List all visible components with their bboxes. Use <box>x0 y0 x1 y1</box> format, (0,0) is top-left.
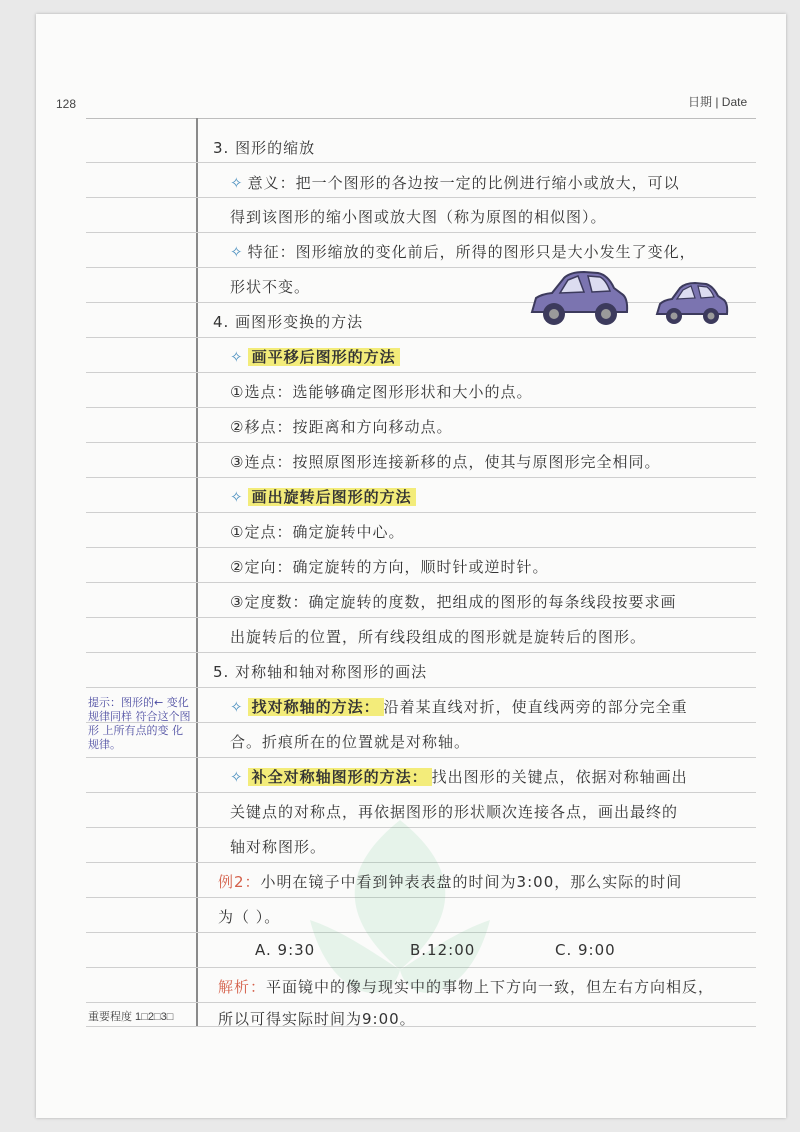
s3-feature-line-2: 形状不变。 <box>230 278 311 296</box>
example-line-1 <box>218 871 682 892</box>
s3-feature-text-1: 特征：图形缩放的变化前后，所得的图形只是大小发生了变化， <box>247 243 696 261</box>
s4-translate-step-1: ①选点：选能够确定图形形状和大小的点。 <box>230 383 533 401</box>
s5-fill-line-3: 轴对称图形。 <box>230 838 327 856</box>
s4-translate-heading <box>230 346 400 367</box>
s4-rotate-step-1: ①定点：确定旋转中心。 <box>230 523 405 541</box>
section-5-title: 5. 对称轴和轴对称图形的画法 <box>213 663 428 681</box>
ruled-line <box>86 617 756 618</box>
ruled-line <box>86 757 756 758</box>
s4-translate-step-2: ②移点：按距离和方向移动点。 <box>230 418 453 436</box>
ruled-line <box>86 652 756 653</box>
star-outline-icon: ✧ <box>230 348 244 366</box>
s3-meaning-line-1 <box>230 172 680 193</box>
ruled-line <box>86 407 756 408</box>
option-a: A. 9:30 <box>255 941 316 959</box>
star-outline-icon: ✧ <box>230 698 244 716</box>
example-label: 例2： <box>218 873 261 891</box>
s5-fill-line-1 <box>230 766 688 787</box>
ruled-line <box>86 162 756 163</box>
s3-meaning-text-1: 意义：把一个图形的各边按一定的比例进行缩小或放大，可以 <box>247 174 680 192</box>
ruled-line <box>86 442 756 443</box>
s4-translate-step-3: ③连点：按照原图形连接新移的点，使其与原图形完全相同。 <box>230 453 661 471</box>
answer-label: 解析： <box>218 978 267 996</box>
star-outline-icon: ✧ <box>230 243 244 261</box>
car-icon <box>654 280 730 330</box>
s5-axis-heading-text: 找对称轴的方法： <box>248 698 384 716</box>
s4-rotate-step-2: ②定向：确定旋转的方向，顺时针或逆时针。 <box>230 558 549 576</box>
ruled-line <box>86 337 756 338</box>
star-outline-icon: ✧ <box>230 768 244 786</box>
star-outline-icon: ✧ <box>230 174 244 192</box>
s4-rotate-step-3a: ③定度数：确定旋转的度数，把组成的图形的每条线段按要求画 <box>230 593 677 611</box>
ruled-line <box>86 197 756 198</box>
ruled-line <box>86 582 756 583</box>
s5-axis-text-1: 沿着某直线对折，使直线两旁的部分完全重 <box>383 698 688 716</box>
s5-fill-line-2: 关键点的对称点，再依据图形的形状顺次连接各点，画出最终的 <box>230 803 679 821</box>
section-3-title: 3. 图形的缩放 <box>213 139 316 157</box>
answer-line-1 <box>218 976 714 997</box>
example-line-2: 为（ ）。 <box>218 908 281 926</box>
s3-meaning-line-2: 得到该图形的缩小图或放大图（称为原图的相似图）。 <box>230 208 607 226</box>
car-icon <box>528 268 630 332</box>
ruled-line <box>86 512 756 513</box>
s3-feature-line-1 <box>230 241 696 262</box>
ruled-line <box>86 792 756 793</box>
importance-level: 重要程度 1□2□3□ <box>88 1011 174 1023</box>
s5-axis-line-2: 合。折痕所在的位置就是对称轴。 <box>230 733 471 751</box>
s5-axis-line-1 <box>230 696 688 717</box>
ruled-line <box>86 687 756 688</box>
s4-translate-heading-text: 画平移后图形的方法 <box>248 348 400 366</box>
option-c: C. 9:00 <box>555 941 616 959</box>
ruled-line <box>86 477 756 478</box>
section-4-title: 4. 画图形变换的方法 <box>213 313 364 331</box>
ruled-line <box>86 547 756 548</box>
margin-line <box>196 118 198 1026</box>
s5-fill-text-1: 找出图形的关键点，依据对称轴画出 <box>431 768 688 786</box>
ruled-line <box>86 267 756 268</box>
page-number: 128 <box>56 97 77 111</box>
margin-note: 提示：图形的← 变化规律同样 符合这个图形 上所有点的变 化规律。 <box>88 696 191 751</box>
s4-rotate-heading-text: 画出旋转后图形的方法 <box>248 488 416 506</box>
example-text-1: 小明在镜子中看到钟表表盘的时间为3:00，那么实际的时间 <box>260 873 683 891</box>
s5-fill-heading-text: 补全对称轴图形的方法： <box>248 768 432 786</box>
option-b: B.12:00 <box>410 941 476 959</box>
date-label: 日期 | Date <box>688 95 748 109</box>
star-outline-icon: ✧ <box>230 488 244 506</box>
s4-rotate-heading <box>230 486 416 507</box>
ruled-line <box>86 372 756 373</box>
answer-line-2: 所以可得实际时间为9:00。 <box>218 1010 416 1028</box>
header-rule <box>86 118 756 119</box>
s4-rotate-step-3b: 出旋转后的位置，所有线段组成的图形就是旋转后的图形。 <box>230 628 647 646</box>
ruled-line <box>86 232 756 233</box>
answer-text-1: 平面镜中的像与现实中的事物上下方向一致，但左右方向相反， <box>266 978 715 996</box>
